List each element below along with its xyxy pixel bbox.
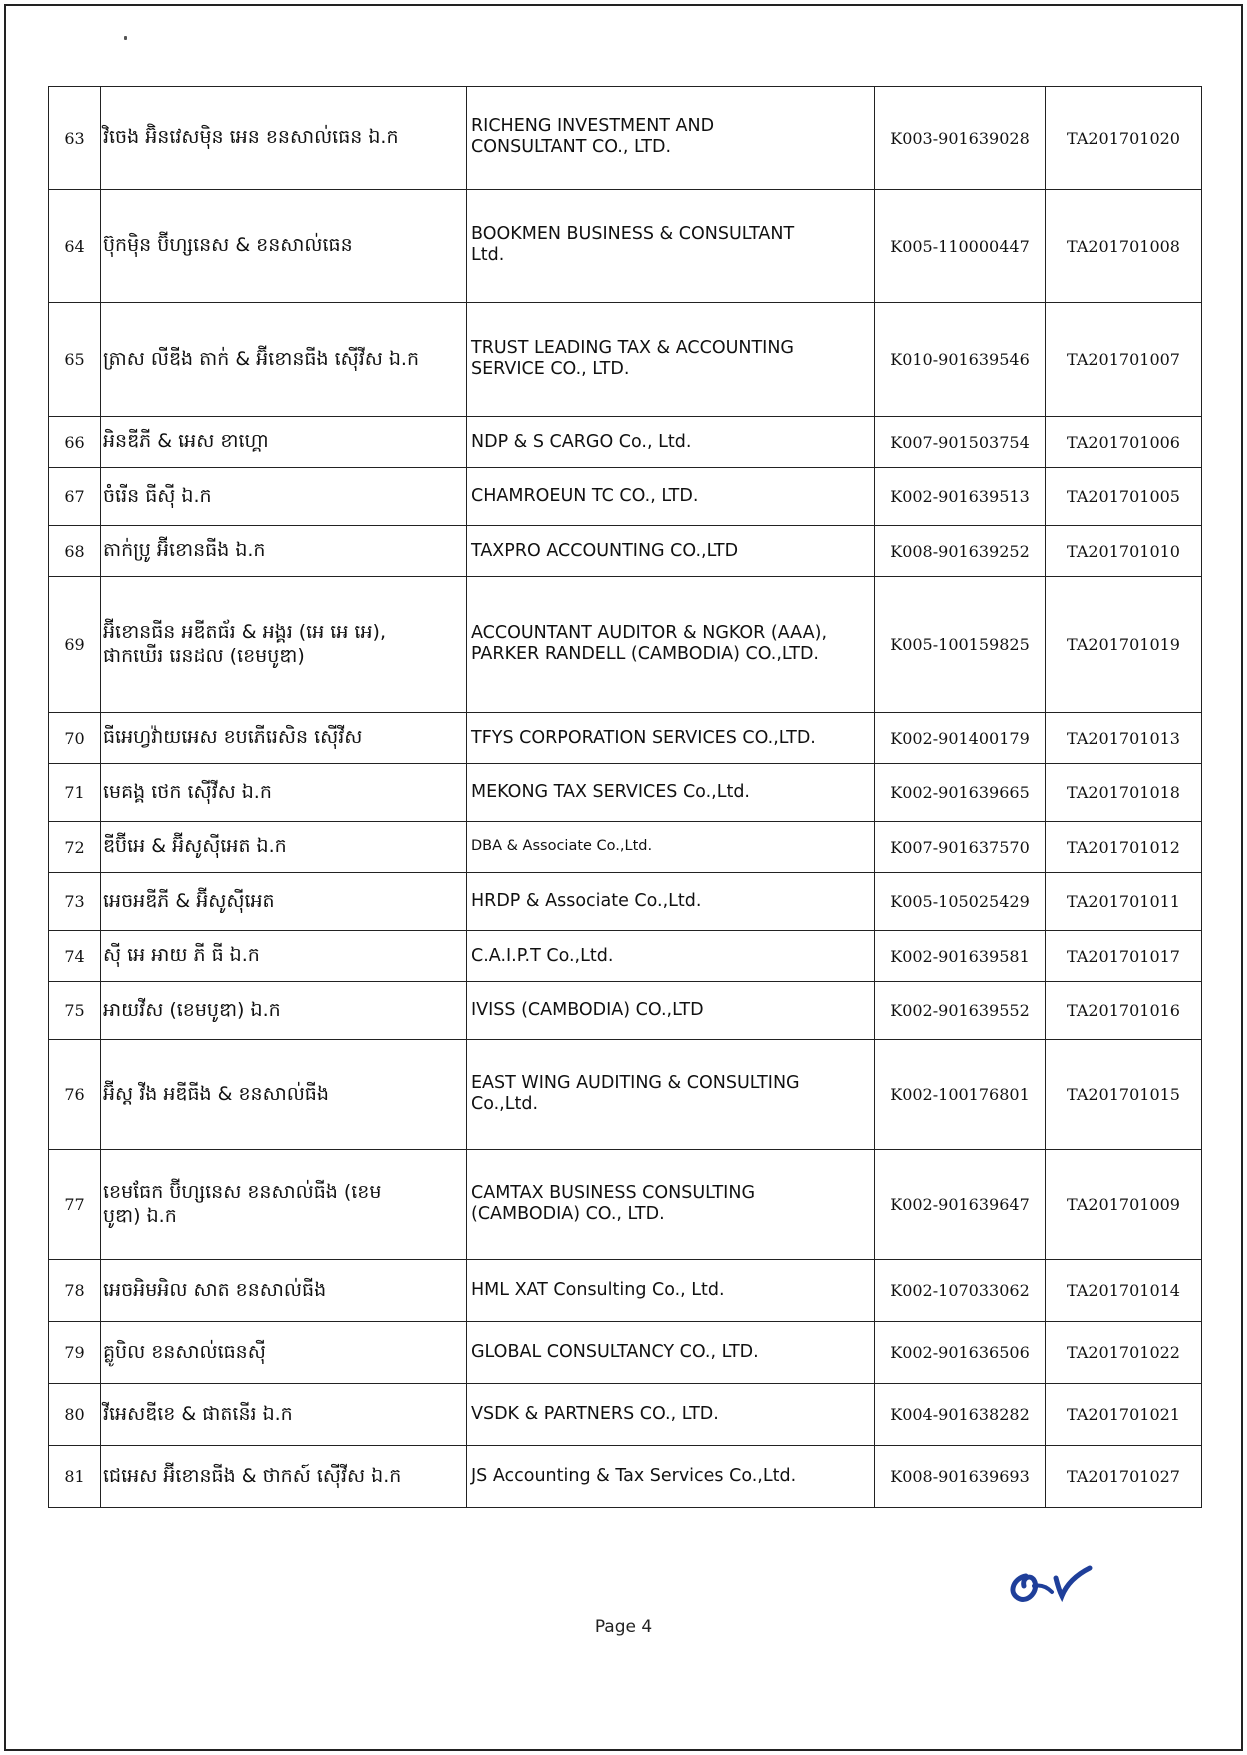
ta-number: TA201701018 [1046, 764, 1202, 822]
khmer-name-cell [101, 764, 467, 822]
english-name: CHAMROEUN TC CO., LTD. [471, 486, 699, 506]
table-row [49, 577, 1202, 713]
english-name: HRDP & Associate Co.,Ltd. [471, 891, 702, 911]
row-number: 73 [49, 873, 101, 931]
english-name: CONSULTANT CO., LTD. [471, 137, 672, 157]
khmer-name-cell [101, 303, 467, 417]
k-code: K004-901638282 [875, 1384, 1046, 1446]
english-name-cell [467, 1322, 875, 1384]
english-name: TRUST LEADING TAX & ACCOUNTING [471, 337, 794, 358]
ta-number: TA201701019 [1046, 577, 1202, 713]
khmer-name: អ៊ីស្ត វីង អឌីធីង & ខនសាល់ធីង [103, 1082, 329, 1105]
row-number: 70 [49, 713, 101, 764]
khmer-name: វិចេង អ៊ិនវេសម៉ិន អេន ខនសាល់ធេន ឯ.ក [103, 126, 399, 149]
ta-number: TA201701012 [1046, 822, 1202, 873]
english-name-cell [467, 931, 875, 982]
khmer-name-cell [101, 1150, 467, 1260]
khmer-name-cell [101, 713, 467, 764]
table-row [49, 468, 1202, 526]
khmer-name-cell [101, 87, 467, 190]
row-number: 67 [49, 468, 101, 526]
table-row [49, 1040, 1202, 1150]
table-row [49, 764, 1202, 822]
khmer-name: អិនឌីភី & អេស ខាហ្គោ [103, 430, 269, 453]
khmer-name: អាយវីស (ខេមបូឌា) ឯ.ក [103, 998, 281, 1021]
english-name-cell [467, 764, 875, 822]
english-name-cell [467, 417, 875, 468]
k-code: K002-901636506 [875, 1322, 1046, 1384]
khmer-name: អេចអិមអិល សាត ខនសាល់ធីង [103, 1278, 327, 1301]
k-code: K002-901639552 [875, 982, 1046, 1040]
khmer-name-cell [101, 1446, 467, 1508]
ta-number: TA201701010 [1046, 526, 1202, 577]
ta-number: TA201701015 [1046, 1040, 1202, 1150]
english-name: C.A.I.P.T Co.,Ltd. [471, 945, 614, 966]
table-row [49, 190, 1202, 303]
khmer-name: អ៊ីខោនធីន អឌីតធ័រ & អង្គរ (អេ អេ អេ), [103, 620, 386, 643]
ta-number: TA201701014 [1046, 1260, 1202, 1322]
khmer-name: ផាកឃើរ រេនដល (ខេមបូឌា) [103, 644, 305, 667]
k-code: K003-901639028 [875, 87, 1046, 190]
english-name: PARKER RANDELL (CAMBODIA) CO.,LTD. [471, 643, 819, 664]
k-code: K007-901503754 [875, 417, 1046, 468]
table-row [49, 713, 1202, 764]
k-code: K008-901639252 [875, 526, 1046, 577]
english-name: GLOBAL CONSULTANCY CO., LTD. [471, 1342, 759, 1362]
english-name-cell [467, 190, 875, 303]
khmer-name-cell [101, 417, 467, 468]
khmer-name: ត្រាស លីឌីង តាក់ & អ៊ីខោនធីង ស៊ើវីស ឯ.ក [103, 347, 420, 370]
row-number: 63 [49, 87, 101, 190]
ta-number: TA201701022 [1046, 1322, 1202, 1384]
row-number: 65 [49, 303, 101, 417]
english-name: TFYS CORPORATION SERVICES CO.,LTD. [471, 727, 816, 748]
english-name: Ltd. [471, 245, 505, 265]
khmer-name-cell [101, 822, 467, 873]
table-row [49, 982, 1202, 1040]
row-number: 75 [49, 982, 101, 1040]
english-name: SERVICE CO., LTD. [471, 358, 630, 379]
ta-number: TA201701007 [1046, 303, 1202, 417]
khmer-name-cell [101, 577, 467, 713]
handwritten-initials [1004, 1556, 1114, 1612]
english-name: JS Accounting & Tax Services Co.,Ltd. [471, 1466, 797, 1486]
table-row [49, 1260, 1202, 1322]
english-name: MEKONG TAX SERVICES Co.,Ltd. [471, 782, 750, 802]
khmer-name: បូឌា) ឯ.ក [103, 1204, 177, 1227]
ta-number: TA201701021 [1046, 1384, 1202, 1446]
row-number: 76 [49, 1040, 101, 1150]
english-name: CAMTAX BUSINESS CONSULTING [471, 1182, 755, 1203]
scan-speck [124, 36, 127, 40]
table-row [49, 1384, 1202, 1446]
english-name: EAST WING AUDITING & CONSULTING [471, 1072, 800, 1093]
khmer-name-cell [101, 1322, 467, 1384]
english-name: BOOKMEN BUSINESS & CONSULTANT [471, 224, 795, 244]
table-row [49, 526, 1202, 577]
ta-number: TA201701005 [1046, 468, 1202, 526]
ta-number: TA201701027 [1046, 1446, 1202, 1508]
row-number: 69 [49, 577, 101, 713]
khmer-name-cell [101, 190, 467, 303]
khmer-name: គ្លូបិល ខនសាល់ធេនស៊ី [103, 1340, 266, 1363]
khmer-name: វីអេសឌីខេ & ផាតនើរ ឯ.ក [103, 1402, 293, 1425]
k-code: K010-901639546 [875, 303, 1046, 417]
k-code: K002-107033062 [875, 1260, 1046, 1322]
khmer-name: ចំរើន ធីស៊ី ឯ.ក [103, 484, 212, 507]
english-name-cell [467, 822, 875, 873]
ta-number: TA201701020 [1046, 87, 1202, 190]
ta-number: TA201701008 [1046, 190, 1202, 303]
table-row [49, 873, 1202, 931]
english-name: TAXPRO ACCOUNTING CO.,LTD [471, 540, 739, 561]
row-number: 79 [49, 1322, 101, 1384]
khmer-name-cell [101, 982, 467, 1040]
english-name: IVISS (CAMBODIA) CO.,LTD [471, 1000, 704, 1020]
row-number: 77 [49, 1150, 101, 1260]
english-name: Co.,Ltd. [471, 1093, 539, 1114]
table-body [49, 87, 1202, 1508]
k-code: K007-901637570 [875, 822, 1046, 873]
english-name: RICHENG INVESTMENT AND [471, 116, 715, 136]
english-name-cell [467, 713, 875, 764]
english-name-cell [467, 87, 875, 190]
ta-number: TA201701013 [1046, 713, 1202, 764]
english-name: HML XAT Consulting Co., Ltd. [471, 1280, 725, 1300]
khmer-name-cell [101, 1040, 467, 1150]
khmer-name: មេគង្គ ថេក ស៊ើវីស ឯ.ក [103, 780, 272, 803]
k-code: K008-901639693 [875, 1446, 1046, 1508]
row-number: 72 [49, 822, 101, 873]
table-row [49, 417, 1202, 468]
k-code: K002-901400179 [875, 713, 1046, 764]
english-name: NDP & S CARGO Co., Ltd. [471, 431, 692, 452]
khmer-name: ធីអេហ្វវ៉ាយអេស ខបភើរេសិន ស៊ើវីស [103, 726, 363, 749]
row-number: 78 [49, 1260, 101, 1322]
english-name-cell [467, 1040, 875, 1150]
k-code: K002-901639581 [875, 931, 1046, 982]
english-name-cell [467, 577, 875, 713]
english-name: ACCOUNTANT AUDITOR & NGKOR (AAA), [471, 622, 828, 643]
row-number: 80 [49, 1384, 101, 1446]
khmer-name-cell [101, 873, 467, 931]
k-code: K005-110000447 [875, 190, 1046, 303]
english-name-cell [467, 303, 875, 417]
khmer-name-cell [101, 931, 467, 982]
english-name: VSDK & PARTNERS CO., LTD. [471, 1404, 719, 1424]
khmer-name: តាក់ប្រូ អ៊ីខោនធីង ឯ.ក [103, 539, 266, 562]
english-name-cell [467, 982, 875, 1040]
khmer-name: ប៊ុកម៉ិន ប៊ីហ្សនេស & ខនសាល់ធេន [103, 234, 353, 257]
k-code: K002-901639513 [875, 468, 1046, 526]
english-name-cell [467, 1384, 875, 1446]
k-code: K002-901639647 [875, 1150, 1046, 1260]
khmer-name: ជេអេស អ៊ីខោនធីង & ថាកស៍ ស៊ើវីស ឯ.ក [103, 1464, 402, 1487]
row-number: 71 [49, 764, 101, 822]
english-name: (CAMBODIA) CO., LTD. [471, 1203, 665, 1224]
k-code: K005-105025429 [875, 873, 1046, 931]
khmer-name-cell [101, 1384, 467, 1446]
table-row [49, 931, 1202, 982]
table-row [49, 1150, 1202, 1260]
english-name-cell [467, 526, 875, 577]
table-row [49, 303, 1202, 417]
row-number: 66 [49, 417, 101, 468]
khmer-name: ខេមធែក ប៊ីហ្សនេស ខនសាល់ធីង (ខេម [103, 1180, 382, 1203]
k-code: K002-100176801 [875, 1040, 1046, 1150]
khmer-name: ស៊ី អេ អាយ ភី ធី ឯ.ក [103, 944, 260, 967]
k-code: K002-901639665 [875, 764, 1046, 822]
page-number: Page 4 [594, 1617, 653, 1637]
table-row [49, 87, 1202, 190]
ta-number: TA201701017 [1046, 931, 1202, 982]
row-number: 68 [49, 526, 101, 577]
english-name-cell [467, 873, 875, 931]
table-row [49, 822, 1202, 873]
khmer-name-cell [101, 468, 467, 526]
row-number: 64 [49, 190, 101, 303]
ta-number: TA201701009 [1046, 1150, 1202, 1260]
ta-number: TA201701016 [1046, 982, 1202, 1040]
ta-number: TA201701006 [1046, 417, 1202, 468]
k-code: K005-100159825 [875, 577, 1046, 713]
english-name-cell [467, 1260, 875, 1322]
english-name-cell [467, 1446, 875, 1508]
khmer-name: ឌីប៊ីអេ & អ៊ីសូស៊ីអេត ឯ.ក [103, 835, 287, 858]
khmer-name-cell [101, 526, 467, 577]
row-number: 74 [49, 931, 101, 982]
english-name-cell [467, 1150, 875, 1260]
khmer-name-cell [101, 1260, 467, 1322]
registry-table [48, 86, 1202, 1508]
english-name: DBA & Associate Co.,Ltd. [471, 838, 653, 855]
khmer-name: អេចអឌីភី & អ៊ីសូស៊ីអេត [103, 889, 275, 912]
table-row [49, 1446, 1202, 1508]
english-name-cell [467, 468, 875, 526]
ta-number: TA201701011 [1046, 873, 1202, 931]
table-row [49, 1322, 1202, 1384]
row-number: 81 [49, 1446, 101, 1508]
